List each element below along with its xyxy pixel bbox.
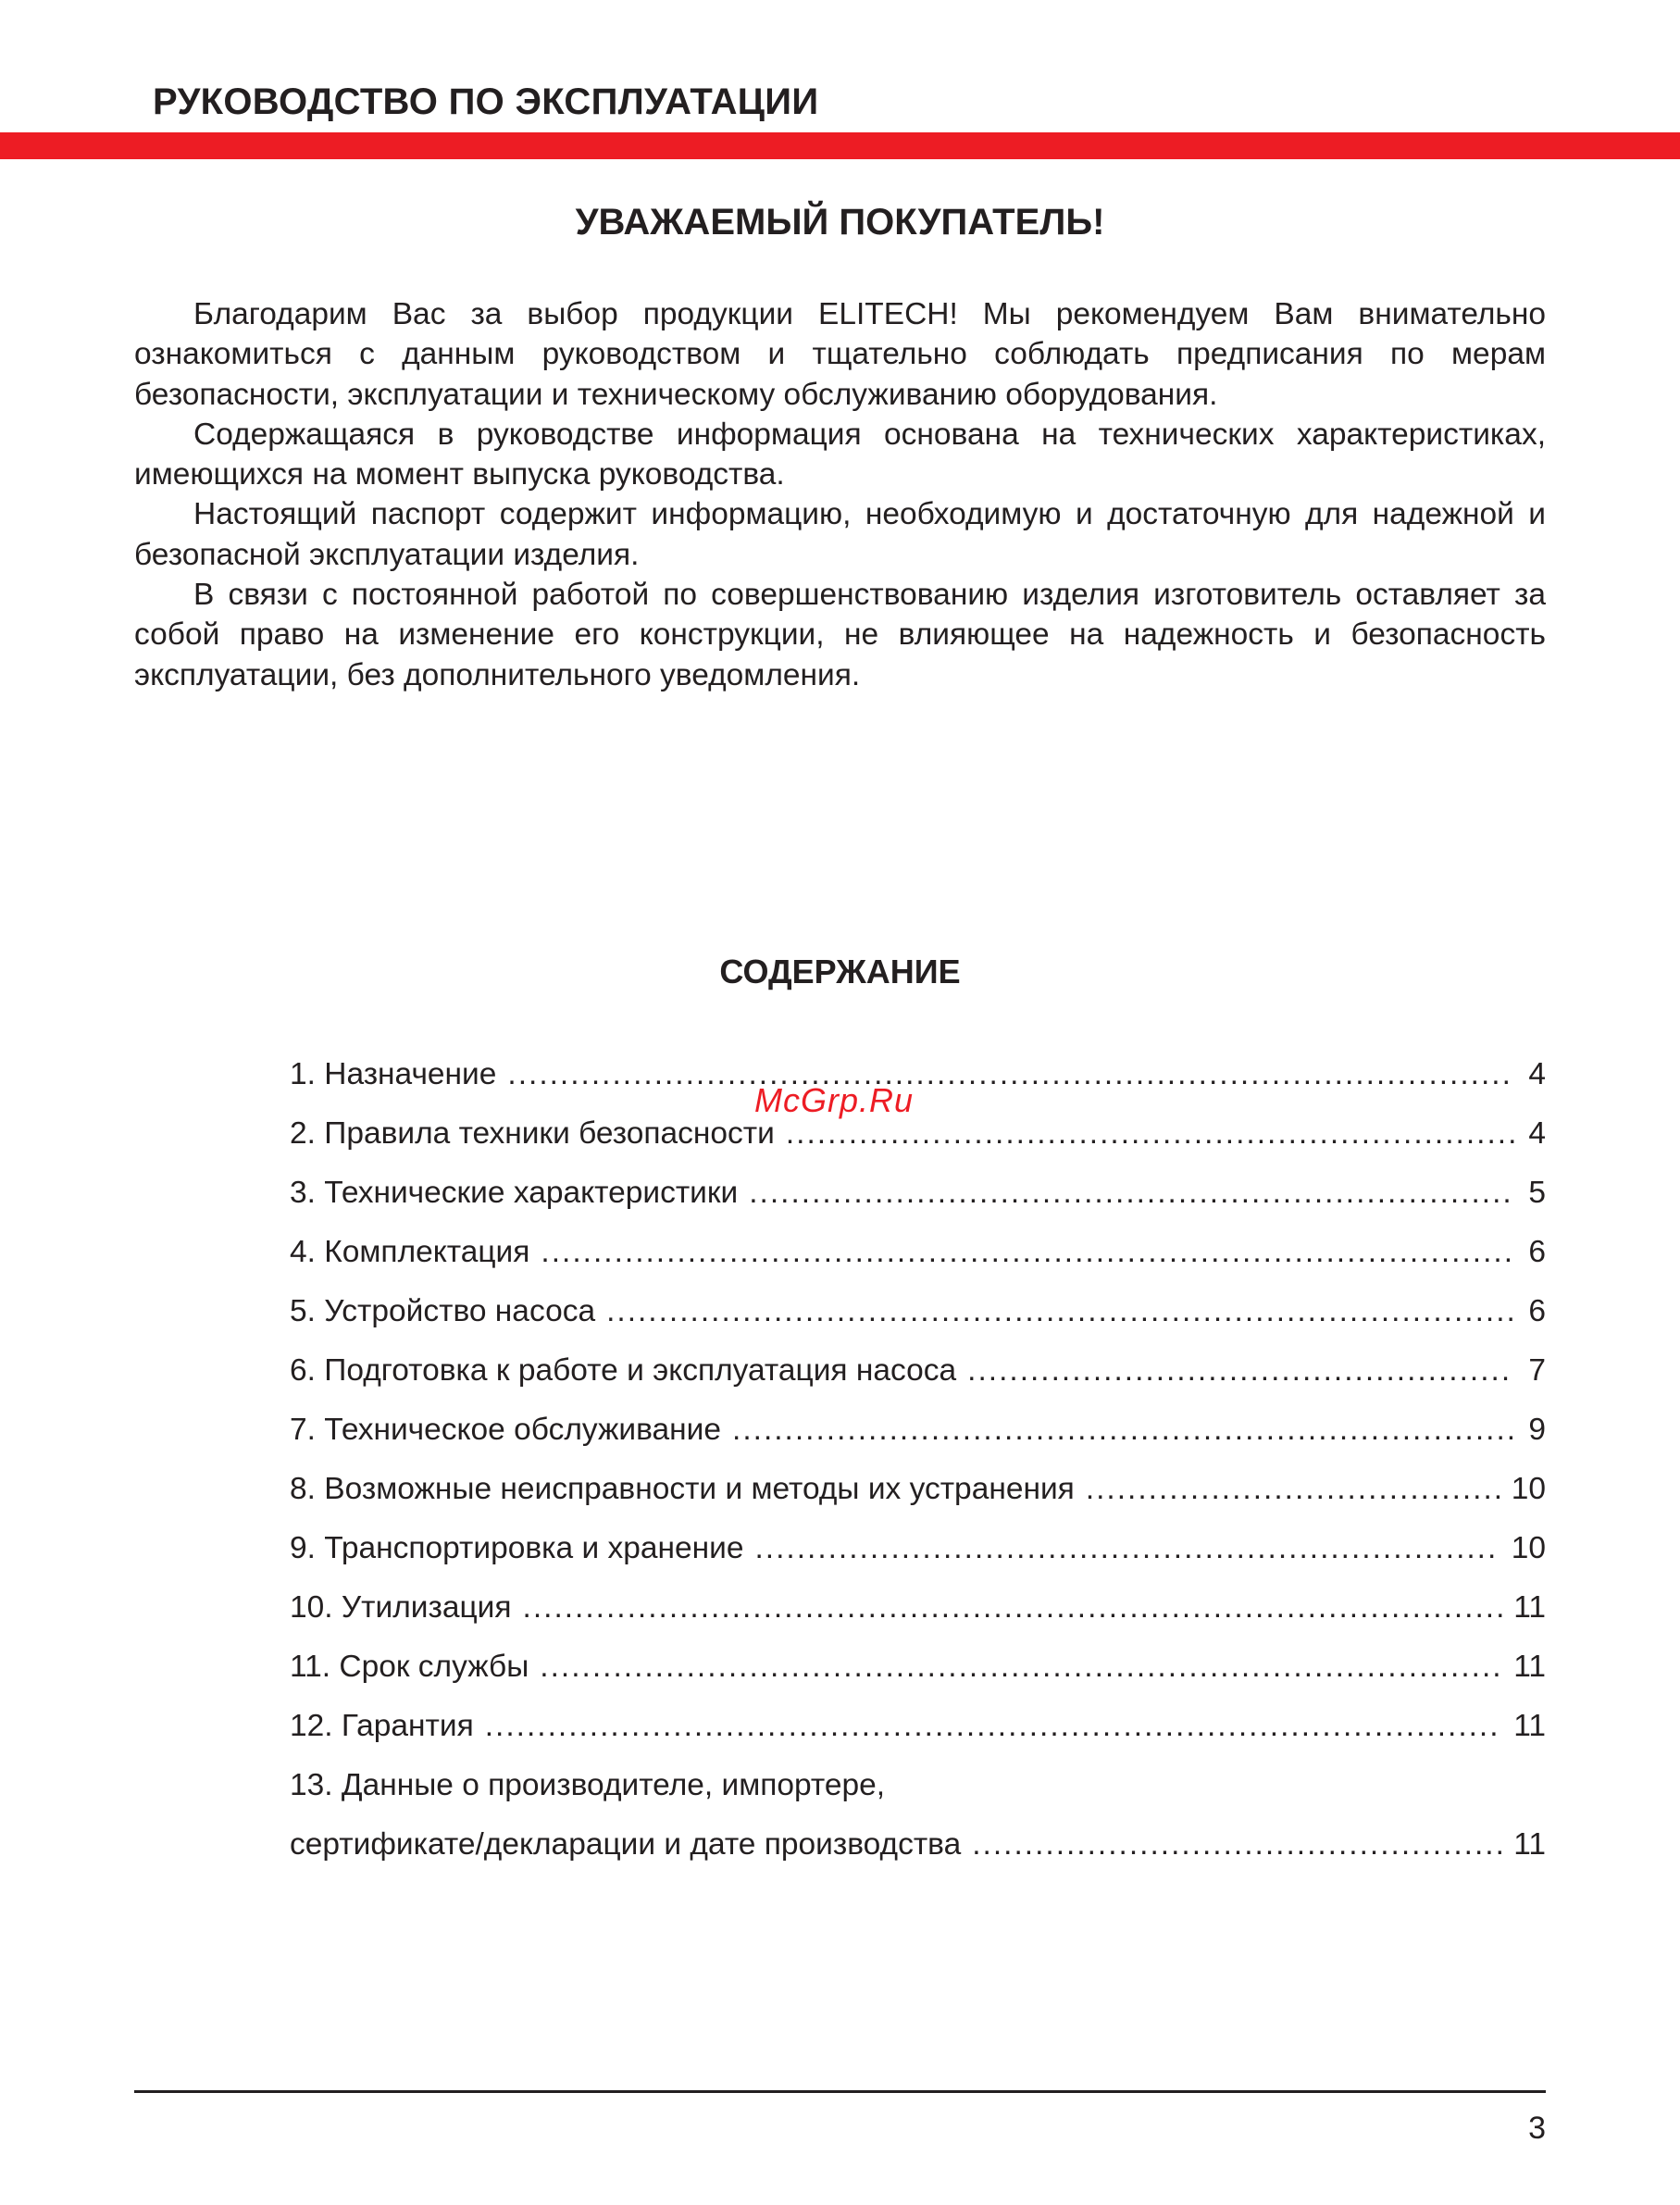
page-number: 3 [1528,2111,1546,2146]
intro-text [134,294,1546,695]
toc-item-label: 9. Транспортировка и хранение [290,1531,744,1565]
toc-item-page: 11 [1513,1827,1546,1862]
toc-leader-dots [967,1353,1514,1389]
toc-item-page: 7 [1528,1353,1546,1388]
toc-item-warranty[interactable] [290,1709,1546,1768]
toc-leader-dots [754,1531,1500,1566]
toc-item-specifications[interactable] [290,1176,1546,1235]
toc-leader-dots [507,1057,1514,1092]
toc-item-label: 4. Комплектация [290,1235,530,1269]
toc-leader-dots [732,1413,1514,1448]
toc-item-preparation-operation[interactable] [290,1353,1546,1413]
toc-item-page: 6 [1528,1294,1546,1328]
intro-paragraph: Благодарим Вас за выбор продукции ELITECH! Мы рекомендуем Вам внимательно ознакомиться с данным руководством и тщательно соблюдать предписания по мерам безопасности, эксплуатации и техническому обслуживанию оборудования. [134,297,1546,412]
toc-item-label: 10. Утилизация [290,1590,512,1625]
toc-item-pump-design[interactable] [290,1294,1546,1353]
toc-item-troubleshooting[interactable] [290,1472,1546,1531]
toc-item-label: 8. Возможные неисправности и методы их устранения [290,1472,1075,1506]
toc-item-label: 7. Техническое обслуживание [290,1413,722,1447]
toc-leader-dots [606,1294,1514,1329]
toc-item-label: 3. Технические характеристики [290,1176,739,1210]
toc-leader-dots [485,1709,1502,1744]
toc-item-page: 11 [1513,1590,1546,1625]
toc-item-label: 2. Правила техники безопасности [290,1116,775,1151]
footer-divider [134,2090,1546,2093]
toc-leader-dots [540,1650,1502,1685]
toc-item-page: 6 [1528,1235,1546,1269]
toc-item-purpose[interactable] [290,1057,1546,1116]
intro-paragraph: Содержащаяся в руководстве информация основана на технических характеристиках, имеющихся на момент выпуска руководства. [134,417,1546,492]
toc-item-page: 9 [1528,1413,1546,1447]
toc-leader-dots [523,1590,1503,1626]
toc-item-maintenance[interactable] [290,1413,1546,1472]
header-red-bar [0,132,1680,159]
toc-leader-dots [972,1827,1502,1862]
table-of-contents [290,1057,1546,1887]
toc-item-page: 11 [1513,1709,1546,1743]
toc-item-label: 1. Назначение [290,1057,497,1091]
toc-item-page: 10 [1511,1531,1546,1565]
toc-item-page: 5 [1528,1176,1546,1210]
toc-leader-dots [541,1235,1514,1270]
toc-item-safety-rules[interactable] [290,1116,1546,1176]
toc-item-label: 13. Данные о производителе, импортере, [290,1768,886,1802]
toc-item-label: 12. Гарантия [290,1709,474,1743]
intro-paragraph: Настоящий паспорт содержит информацию, необходимую и достаточную для надежной и безопасной эксплуатации изделия. [134,497,1546,572]
intro-paragraph: В связи с постоянной работой по совершенствованию изделия изготовитель оставляет за собой право на изменение его конструкции, не влияющее на надежность и безопасность эксплуатации, без дополнительного уведомления. [134,578,1546,692]
toc-item-label: сертификате/декларации и дате производства [290,1827,962,1862]
watermark: McGrp.Ru [754,1081,915,1119]
manual-header-title: РУКОВОДСТВО ПО ЭКСПЛУАТАЦИИ [153,81,819,122]
toc-item-package-contents[interactable] [290,1235,1546,1294]
toc-item-label: 5. Устройство насоса [290,1294,596,1328]
greeting-title: УВАЖАЕМЫЙ ПОКУПАТЕЛЬ! [575,202,1105,243]
toc-item-manufacturer-data-continued[interactable] [290,1827,1546,1887]
toc-item-manufacturer-data[interactable] [290,1768,1546,1827]
toc-item-page: 4 [1528,1116,1546,1151]
toc-item-service-life[interactable] [290,1650,1546,1709]
toc-item-transport-storage[interactable] [290,1531,1546,1590]
toc-item-label: 6. Подготовка к работе и эксплуатация насоса [290,1353,957,1388]
toc-item-label: 11. Срок службы [290,1650,529,1684]
toc-item-page: 11 [1513,1650,1546,1684]
toc-leader-dots [786,1116,1514,1152]
toc-item-page: 10 [1511,1472,1546,1506]
toc-item-page: 4 [1528,1057,1546,1091]
toc-leader-dots [749,1176,1514,1211]
toc-item-disposal[interactable] [290,1590,1546,1650]
toc-leader-dots [1086,1472,1500,1507]
toc-heading: СОДЕРЖАНИЕ [719,953,961,990]
